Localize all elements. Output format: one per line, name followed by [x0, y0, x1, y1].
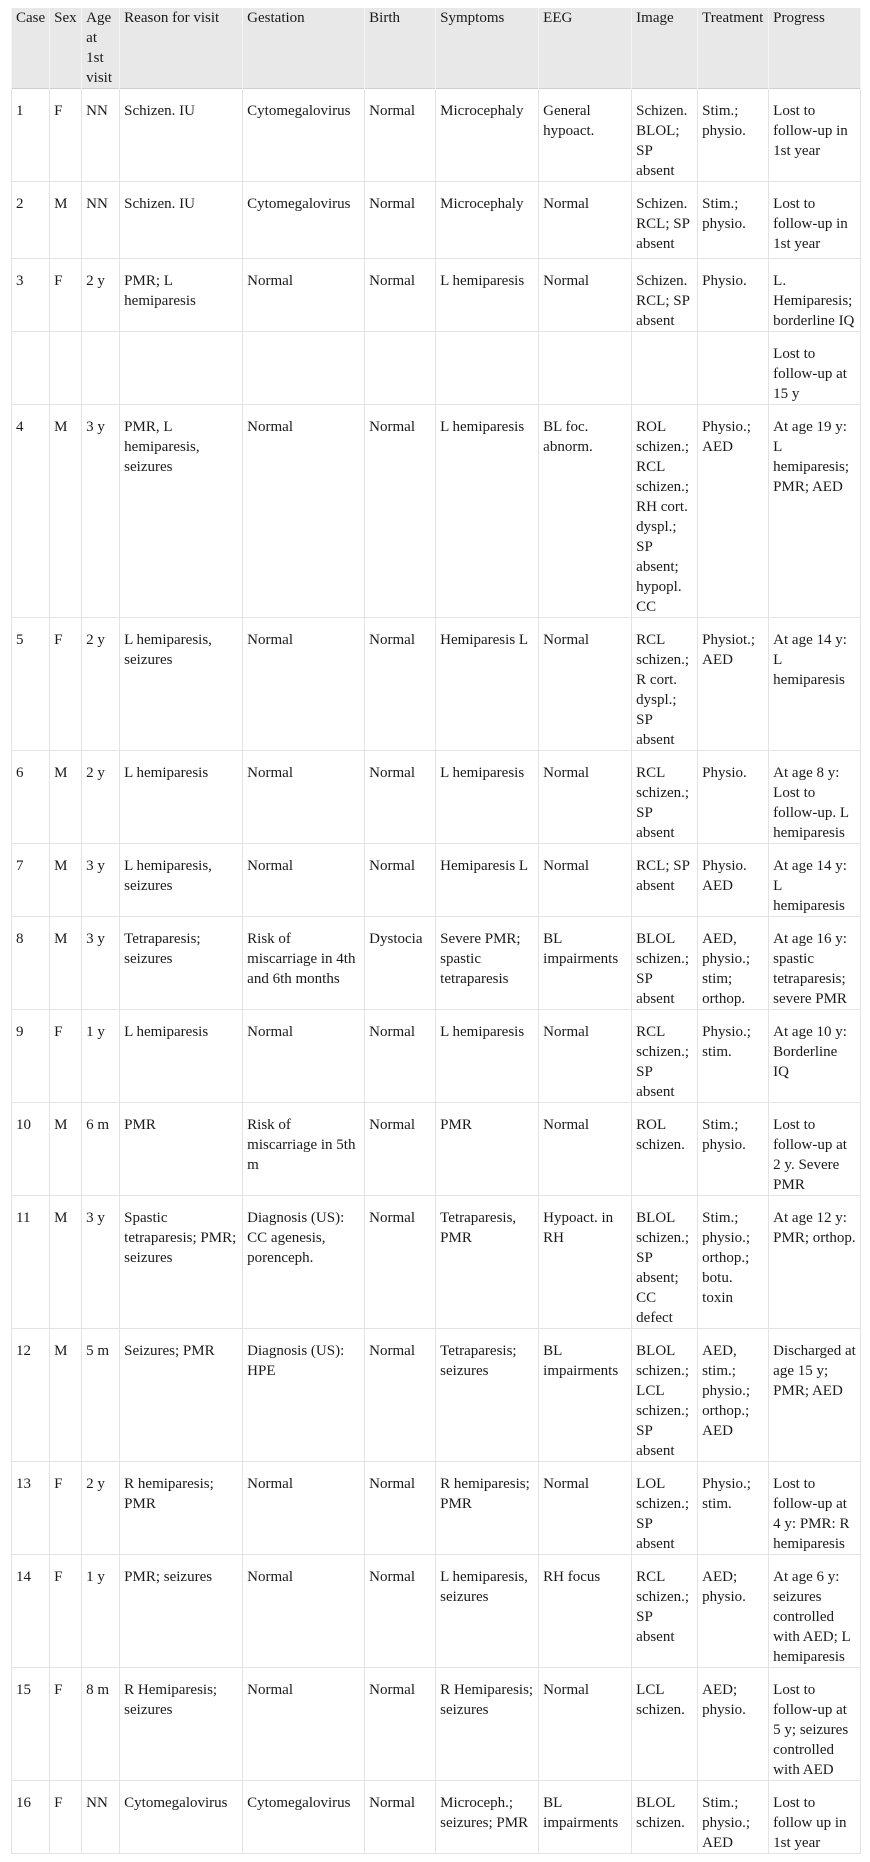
cell-birth: Normal: [365, 182, 436, 259]
cell-birth: Dystocia: [365, 917, 436, 1010]
table-row: [12, 844, 861, 917]
cell-age: 2 y: [82, 751, 120, 844]
cell-gestation: Normal: [243, 405, 365, 618]
cell-image: ROL schizen.: [632, 1103, 698, 1196]
cell-image: RCL schizen.; SP absent: [632, 751, 698, 844]
table-row: [12, 1010, 861, 1103]
cell-gestation: Cytomegalovirus: [243, 89, 365, 182]
cell-sex: M: [50, 405, 82, 618]
cell-symptoms: L hemiparesis, seizures: [436, 1555, 539, 1668]
table-row: [12, 917, 861, 1010]
cell-reason: Seizures; PMR: [120, 1329, 243, 1462]
cell-birth: Normal: [365, 751, 436, 844]
cell-treatment: [698, 332, 769, 405]
cell-treatment: Stim.; physio.: [698, 1103, 769, 1196]
cell-symptoms: Microcephaly: [436, 182, 539, 259]
table-row: [12, 1781, 861, 1854]
cell-age: NN: [82, 89, 120, 182]
cell-eeg: General hypoact.: [539, 89, 632, 182]
cell-reason: L hemiparesis: [120, 751, 243, 844]
cell-reason: L hemiparesis, seizures: [120, 618, 243, 751]
cell-birth: Normal: [365, 405, 436, 618]
cell-progress: At age 16 y: spastic tetraparesis; severe PMR: [769, 917, 861, 1010]
header-row: [12, 8, 861, 89]
cell-age: NN: [82, 1781, 120, 1854]
cell-symptoms: Microcephaly: [436, 89, 539, 182]
cell-symptoms: L hemiparesis: [436, 1010, 539, 1103]
cell-gestation: Risk of miscarriage in 4th and 6th months: [243, 917, 365, 1010]
cell-sex: F: [50, 1781, 82, 1854]
cell-symptoms: R hemiparesis; PMR: [436, 1462, 539, 1555]
cell-progress: At age 6 y: seizures controlled with AED; L hemiparesis: [769, 1555, 861, 1668]
cell-reason: [120, 332, 243, 405]
cell-eeg: Hypoact. in RH: [539, 1196, 632, 1329]
cell-image: RCL schizen.; SP absent: [632, 1555, 698, 1668]
table-row: [12, 405, 861, 618]
cell-gestation: Diagnosis (US): CC agenesis, porenceph.: [243, 1196, 365, 1329]
cell-gestation: Normal: [243, 1555, 365, 1668]
cell-treatment: Physio.: [698, 259, 769, 332]
cell-sex: F: [50, 1555, 82, 1668]
cell-image: LCL schizen.: [632, 1668, 698, 1781]
cell-gestation: Normal: [243, 751, 365, 844]
cell-age: 2 y: [82, 259, 120, 332]
table-row: [12, 1103, 861, 1196]
cell-progress: Discharged at age 15 y; PMR; AED: [769, 1329, 861, 1462]
cell-eeg: BL foc. abnorm.: [539, 405, 632, 618]
cell-eeg: RH focus: [539, 1555, 632, 1668]
cell-progress: L. Hemiparesis; borderline IQ: [769, 259, 861, 332]
cell-symptoms: L hemiparesis: [436, 751, 539, 844]
cell-eeg: BL impairments: [539, 1329, 632, 1462]
table-row: [12, 182, 861, 259]
cell-treatment: Stim.; physio.; orthop.; botu. toxin: [698, 1196, 769, 1329]
cell-case: 11: [12, 1196, 50, 1329]
cell-reason: PMR, L hemiparesis, seizures: [120, 405, 243, 618]
cell-gestation: Diagnosis (US): HPE: [243, 1329, 365, 1462]
cell-treatment: AED; physio.: [698, 1555, 769, 1668]
cell-symptoms: R Hemiparesis; seizures: [436, 1668, 539, 1781]
cell-progress: At age 19 y: L hemiparesis; PMR; AED: [769, 405, 861, 618]
cell-birth: Normal: [365, 1781, 436, 1854]
cell-reason: L hemiparesis, seizures: [120, 844, 243, 917]
cell-case: 4: [12, 405, 50, 618]
cell-case: 16: [12, 1781, 50, 1854]
table-header: [12, 8, 861, 89]
cell-symptoms: Hemiparesis L: [436, 618, 539, 751]
cell-symptoms: Severe PMR; spastic tetraparesis: [436, 917, 539, 1010]
cell-treatment: Physio.; AED: [698, 405, 769, 618]
cell-treatment: Physio. AED: [698, 844, 769, 917]
cell-gestation: Normal: [243, 844, 365, 917]
cell-image: BLOL schizen.; SP absent: [632, 917, 698, 1010]
column-header-image: Image: [632, 8, 698, 89]
cell-treatment: Stim.; physio.; AED: [698, 1781, 769, 1854]
cell-case: 14: [12, 1555, 50, 1668]
table-body: [12, 89, 861, 1854]
cell-birth: Normal: [365, 259, 436, 332]
cell-symptoms: Tetraparesis; seizures: [436, 1329, 539, 1462]
cell-birth: Normal: [365, 89, 436, 182]
cell-progress: Lost to follow-up in 1st year: [769, 182, 861, 259]
cell-image: RCL schizen.; R cort. dyspl.; SP absent: [632, 618, 698, 751]
cell-reason: PMR; L hemiparesis: [120, 259, 243, 332]
cell-birth: [365, 332, 436, 405]
cell-sex: F: [50, 1462, 82, 1555]
cell-gestation: Normal: [243, 1462, 365, 1555]
cell-case: 8: [12, 917, 50, 1010]
cell-reason: Cytomegalovirus: [120, 1781, 243, 1854]
cell-reason: PMR: [120, 1103, 243, 1196]
cell-case: 2: [12, 182, 50, 259]
cell-progress: Lost to follow-up at 5 y; seizures controlled with AED: [769, 1668, 861, 1781]
cell-birth: Normal: [365, 1462, 436, 1555]
cell-case: 7: [12, 844, 50, 917]
cell-birth: Normal: [365, 618, 436, 751]
cell-image: BLOL schizen.: [632, 1781, 698, 1854]
cell-image: RCL schizen.; SP absent: [632, 1010, 698, 1103]
cell-reason: Schizen. IU: [120, 182, 243, 259]
cell-gestation: [243, 332, 365, 405]
cell-age: 3 y: [82, 405, 120, 618]
cell-eeg: Normal: [539, 1668, 632, 1781]
cell-reason: Schizen. IU: [120, 89, 243, 182]
cell-age: 1 y: [82, 1010, 120, 1103]
cell-sex: F: [50, 1668, 82, 1781]
cell-age: [82, 332, 120, 405]
cell-eeg: BL impairments: [539, 1781, 632, 1854]
cell-reason: Spastic tetraparesis; PMR; seizures: [120, 1196, 243, 1329]
cell-sex: M: [50, 751, 82, 844]
cell-eeg: Normal: [539, 259, 632, 332]
cell-eeg: Normal: [539, 844, 632, 917]
cell-symptoms: Microceph.; seizures; PMR: [436, 1781, 539, 1854]
cell-sex: M: [50, 1103, 82, 1196]
cell-reason: R Hemiparesis; seizures: [120, 1668, 243, 1781]
cell-birth: Normal: [365, 1555, 436, 1668]
cell-image: RCL; SP absent: [632, 844, 698, 917]
cell-eeg: Normal: [539, 618, 632, 751]
cell-birth: Normal: [365, 1103, 436, 1196]
table-row: [12, 1462, 861, 1555]
cell-progress: Lost to follow-up at 2 y. Severe PMR: [769, 1103, 861, 1196]
cell-progress: Lost to follow-up at 15 y: [769, 332, 861, 405]
cell-symptoms: L hemiparesis: [436, 259, 539, 332]
cell-sex: M: [50, 844, 82, 917]
table-row: [12, 751, 861, 844]
cell-eeg: Normal: [539, 751, 632, 844]
cell-gestation: Risk of miscarriage in 5th m: [243, 1103, 365, 1196]
cell-gestation: Cytomegalovirus: [243, 182, 365, 259]
cell-treatment: Stim.; physio.: [698, 89, 769, 182]
cell-image: Schizen. RCL; SP absent: [632, 259, 698, 332]
table-row: [12, 1668, 861, 1781]
cell-symptoms: Tetraparesis, PMR: [436, 1196, 539, 1329]
cell-eeg: BL impairments: [539, 917, 632, 1010]
cell-eeg: Normal: [539, 1103, 632, 1196]
cell-eeg: Normal: [539, 1462, 632, 1555]
column-header-eeg: EEG: [539, 8, 632, 89]
cell-reason: Tetraparesis; seizures: [120, 917, 243, 1010]
column-header-progress: Progress: [769, 8, 861, 89]
cell-treatment: Physio.; stim.: [698, 1010, 769, 1103]
cell-case: 5: [12, 618, 50, 751]
cell-case: 9: [12, 1010, 50, 1103]
cell-image: [632, 332, 698, 405]
cell-progress: At age 8 y: Lost to follow-up. L hemiparesis: [769, 751, 861, 844]
cell-sex: M: [50, 917, 82, 1010]
cell-case: 10: [12, 1103, 50, 1196]
table-row: [12, 1555, 861, 1668]
cell-age: 5 m: [82, 1329, 120, 1462]
table-row: [12, 1329, 861, 1462]
cell-case: 12: [12, 1329, 50, 1462]
cell-image: Schizen. RCL; SP absent: [632, 182, 698, 259]
cell-symptoms: L hemiparesis: [436, 405, 539, 618]
cell-age: 2 y: [82, 1462, 120, 1555]
cell-gestation: Normal: [243, 1668, 365, 1781]
cell-symptoms: PMR: [436, 1103, 539, 1196]
cell-sex: F: [50, 259, 82, 332]
cell-reason: L hemiparesis: [120, 1010, 243, 1103]
cell-gestation: Normal: [243, 1010, 365, 1103]
cell-age: 3 y: [82, 1196, 120, 1329]
case-table: [11, 8, 861, 1854]
cell-sex: M: [50, 1329, 82, 1462]
cell-progress: At age 10 y: Borderline IQ: [769, 1010, 861, 1103]
cell-case: 3: [12, 259, 50, 332]
cell-image: BLOL schizen.; LCL schizen.; SP absent: [632, 1329, 698, 1462]
cell-image: LOL schizen.; SP absent: [632, 1462, 698, 1555]
cell-progress: Lost to follow up in 1st year: [769, 1781, 861, 1854]
cell-gestation: Normal: [243, 618, 365, 751]
cell-gestation: Normal: [243, 259, 365, 332]
cell-progress: At age 12 y: PMR; orthop.: [769, 1196, 861, 1329]
table-row: [12, 618, 861, 751]
cell-treatment: Stim.; physio.: [698, 182, 769, 259]
cell-sex: F: [50, 89, 82, 182]
cell-case: 15: [12, 1668, 50, 1781]
cell-sex: M: [50, 1196, 82, 1329]
cell-birth: Normal: [365, 1010, 436, 1103]
cell-case: [12, 332, 50, 405]
cell-age: 1 y: [82, 1555, 120, 1668]
column-header-birth: Birth: [365, 8, 436, 89]
table-row: [12, 332, 861, 405]
cell-case: 1: [12, 89, 50, 182]
cell-birth: Normal: [365, 844, 436, 917]
column-header-reason: Reason for visit: [120, 8, 243, 89]
cell-case: 6: [12, 751, 50, 844]
table-row: [12, 259, 861, 332]
table-row: [12, 1196, 861, 1329]
cell-eeg: Normal: [539, 182, 632, 259]
cell-sex: F: [50, 618, 82, 751]
cell-treatment: AED, stim.; physio.; orthop.; AED: [698, 1329, 769, 1462]
cell-age: 8 m: [82, 1668, 120, 1781]
column-header-treatment: Treatment: [698, 8, 769, 89]
cell-treatment: Physiot.; AED: [698, 618, 769, 751]
cell-treatment: AED, physio.; stim; orthop.: [698, 917, 769, 1010]
cell-eeg: [539, 332, 632, 405]
cell-treatment: Physio.: [698, 751, 769, 844]
column-header-case: Case: [12, 8, 50, 89]
cell-birth: Normal: [365, 1196, 436, 1329]
column-header-sex: Sex: [50, 8, 82, 89]
column-header-gestation: Gestation: [243, 8, 365, 89]
cell-age: NN: [82, 182, 120, 259]
cell-reason: R hemiparesis; PMR: [120, 1462, 243, 1555]
cell-progress: Lost to follow-up at 4 y: PMR: R hemiparesis: [769, 1462, 861, 1555]
cell-reason: PMR; seizures: [120, 1555, 243, 1668]
cell-image: Schizen. BLOL; SP absent: [632, 89, 698, 182]
cell-symptoms: [436, 332, 539, 405]
cell-birth: Normal: [365, 1329, 436, 1462]
cell-image: ROL schizen.; RCL schizen.; RH cort. dyspl.; SP absent; hypopl. CC: [632, 405, 698, 618]
cell-treatment: Physio.; stim.: [698, 1462, 769, 1555]
column-header-age: Age at 1st visit: [82, 8, 120, 89]
table-row: [12, 89, 861, 182]
cell-image: BLOL schizen.; SP absent; CC defect: [632, 1196, 698, 1329]
cell-age: 3 y: [82, 844, 120, 917]
cell-sex: [50, 332, 82, 405]
cell-sex: M: [50, 182, 82, 259]
cell-treatment: AED; physio.: [698, 1668, 769, 1781]
cell-gestation: Cytomegalovirus: [243, 1781, 365, 1854]
cell-age: 3 y: [82, 917, 120, 1010]
column-header-symptoms: Symptoms: [436, 8, 539, 89]
cell-progress: At age 14 y: L hemiparesis: [769, 618, 861, 751]
cell-sex: F: [50, 1010, 82, 1103]
cell-birth: Normal: [365, 1668, 436, 1781]
cell-age: 6 m: [82, 1103, 120, 1196]
cell-symptoms: Hemiparesis L: [436, 844, 539, 917]
cell-age: 2 y: [82, 618, 120, 751]
cell-progress: At age 14 y: L hemiparesis: [769, 844, 861, 917]
cell-case: 13: [12, 1462, 50, 1555]
cell-progress: Lost to follow-up in 1st year: [769, 89, 861, 182]
cell-eeg: Normal: [539, 1010, 632, 1103]
